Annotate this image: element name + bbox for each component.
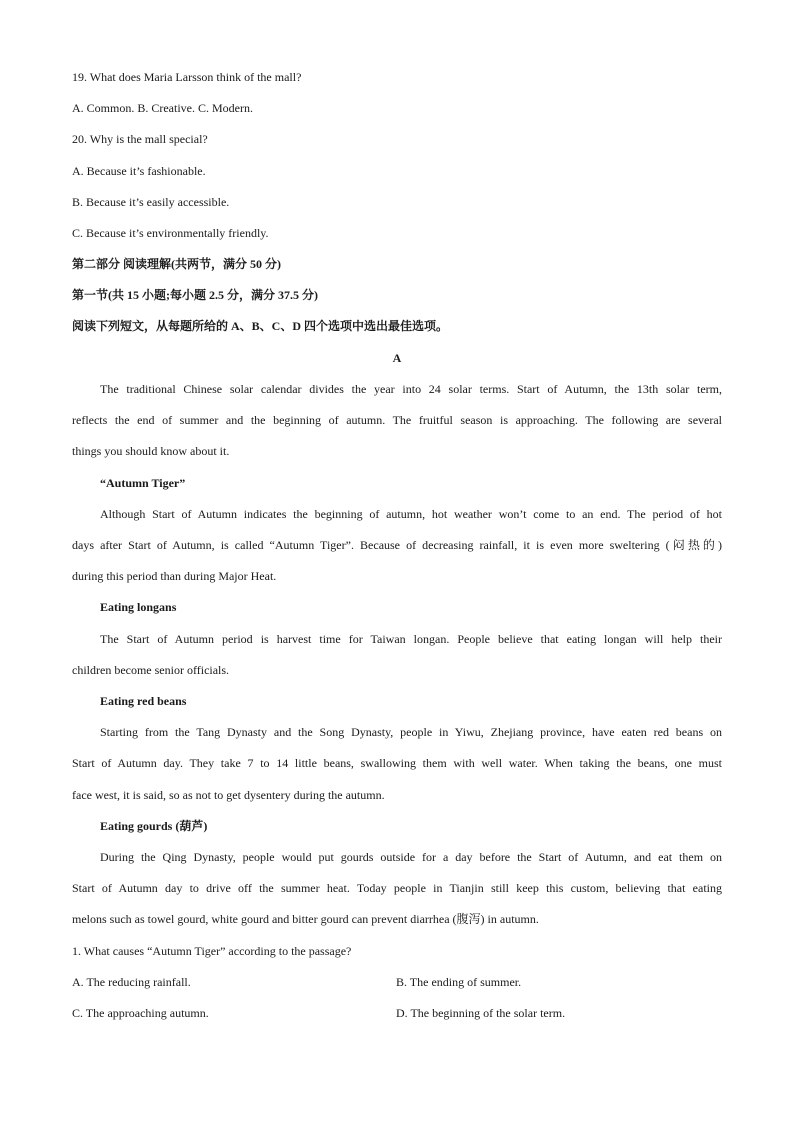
question-1-option-d: D. The beginning of the solar term. — [396, 1006, 566, 1020]
subheading-autumn-tiger: “Autumn Tiger” — [100, 476, 186, 490]
paragraph-line: children become senior officials. — [72, 663, 230, 677]
subheading-eating-red-beans: Eating red beans — [100, 694, 187, 708]
question-20-option-a: A. Because it’s fashionable. — [72, 164, 206, 178]
question-19-options: A. Common. B. Creative. C. Modern. — [72, 101, 253, 115]
paragraph-line: Start of Autumn day to drive off the summer heat. Today people in Tianjin still keep this custom, believing that eating — [72, 881, 722, 895]
question-20: 20. Why is the mall special? — [72, 132, 208, 146]
passage-intro-line: The traditional Chinese solar calendar divides the year into 24 solar terms. Start of Autumn, the 13th solar term, — [100, 382, 722, 396]
paragraph-line: Although Start of Autumn indicates the beginning of autumn, hot weather won’t come to an end. The period of hot — [100, 507, 722, 521]
question-1: 1. What causes “Autumn Tiger” according to the passage? — [72, 944, 352, 958]
section-subtitle: 第一节(共 15 小题;每小题 2.5 分，满分 37.5 分) — [72, 288, 318, 302]
paragraph-line: face west, it is said, so as not to get dysentery during the autumn. — [72, 788, 385, 802]
question-20-option-c: C. Because it’s environmentally friendly. — [72, 226, 269, 240]
passage-intro-line: reflects the end of summer and the beginning of autumn. The fruitful season is approaching. The following are several — [72, 413, 722, 427]
question-19: 19. What does Maria Larsson think of the mall? — [72, 70, 302, 84]
paragraph-line: During the Qing Dynasty, people would put gourds outside for a day before the Start of Autumn, and eat them on — [100, 850, 722, 864]
paragraph-line: Starting from the Tang Dynasty and the Song Dynasty, people in Yiwu, Zhejiang province, have eaten red beans on — [100, 725, 722, 739]
paragraph-line: days after Start of Autumn, is called “Autumn Tiger”. Because of decreasing rainfall, it is even more sweltering (闷热的) — [72, 538, 722, 552]
subheading-eating-longans: Eating longans — [100, 600, 177, 614]
question-1-option-b: B. The ending of summer. — [396, 975, 522, 989]
paragraph-line: The Start of Autumn period is harvest time for Taiwan longan. People believe that eating longan will help their — [100, 632, 722, 646]
paragraph-line: melons such as towel gourd, white gourd and bitter gourd can prevent diarrhea (腹泻) in autumn. — [72, 912, 539, 926]
subheading-eating-gourds: Eating gourds (葫芦) — [100, 819, 208, 833]
passage-intro-line: things you should know about it. — [72, 444, 230, 458]
question-1-option-a: A. The reducing rainfall. — [72, 975, 191, 989]
passage-label: A — [392, 351, 402, 365]
section-instruction: 阅读下列短文，从每题所给的 A、B、C、D 四个选项中选出最佳选项。 — [72, 319, 449, 333]
question-20-option-b: B. Because it’s easily accessible. — [72, 195, 230, 209]
paragraph-line: during this period than during Major Heat. — [72, 569, 277, 583]
section-title: 第二部分 阅读理解(共两节，满分 50 分) — [72, 257, 281, 271]
paragraph-line: Start of Autumn day. They take 7 to 14 little beans, swallowing them with well water. When taking the beans, one must — [72, 756, 722, 770]
question-1-option-c: C. The approaching autumn. — [72, 1006, 209, 1020]
